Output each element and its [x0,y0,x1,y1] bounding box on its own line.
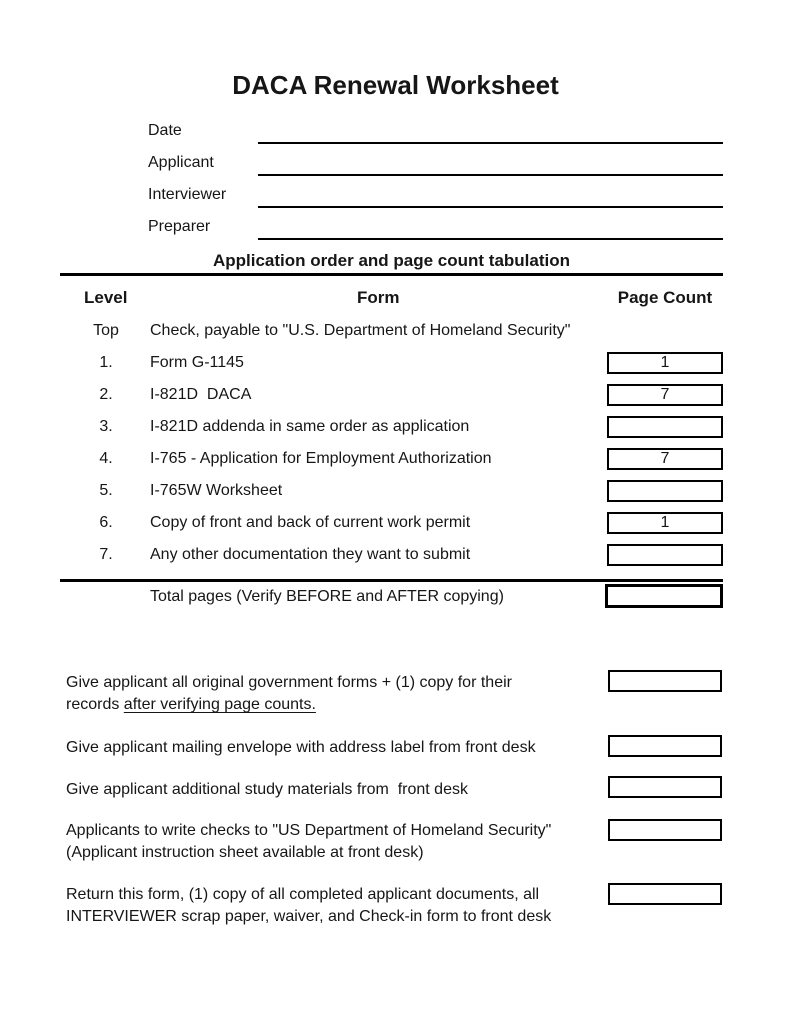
column-header-form: Form [357,288,400,307]
section-title: Application order and page count tabulation [212,251,570,270]
table-row [0,482,791,506]
form-label: Check, payable to "U.S. Department of Homeland Security" [150,322,571,339]
checklist-text-part: Give applicant all original government forms + (1) copy for their [66,674,512,691]
checklist-text [66,884,601,928]
checklist-text-part: records [66,696,124,713]
page-count-value: 7 [660,450,670,467]
level-cell: 1. [99,354,113,371]
checklist-box[interactable] [608,776,722,798]
level-cell: Top [93,322,119,339]
page-count-box[interactable] [607,352,723,374]
table-row [0,386,791,410]
preparer-fill-line[interactable] [258,238,723,240]
level-cell: 2. [99,386,113,403]
date-fill-line[interactable] [258,142,723,144]
checklist-text [66,820,601,864]
column-header-page-count: Page Count [617,288,713,307]
checklist-text [66,737,601,759]
level-cell: 4. [99,450,113,467]
page-count-value: 1 [660,354,670,371]
form-label: Copy of front and back of current work permit [150,514,471,531]
level-cell: 6. [99,514,113,531]
level-cell: 7. [99,546,113,563]
page-title: DACA Renewal Worksheet [232,70,559,100]
page-count-box[interactable] [607,416,723,438]
level-cell: 5. [99,482,113,499]
page-count-box[interactable] [607,480,723,502]
applicant-fill-line[interactable] [258,174,723,176]
field-label-interviewer: Interviewer [148,186,227,203]
page-count-box[interactable] [607,448,723,470]
table-row [0,322,791,346]
checklist-text [66,779,601,801]
form-label: I-765W Worksheet [150,482,283,499]
checklist-box[interactable] [608,819,722,841]
checklist-box[interactable] [608,883,722,905]
column-header-level: Level [84,288,128,307]
section-divider [60,273,723,276]
page-count-box[interactable] [607,512,723,534]
checklist-text-part: INTERVIEWER scrap paper, waiver, and Check-in form to front desk [66,908,552,925]
checklist-text-part: Applicants to write checks to "US Department of Homeland Security" [66,822,552,839]
form-label: Any other documentation they want to submit [150,546,471,563]
form-label: Form G-1145 [150,354,244,371]
checklist-text [66,672,601,716]
page-count-value: 1 [660,514,670,531]
table-row [0,546,791,570]
interviewer-fill-line[interactable] [258,206,723,208]
checklist-text-part: Give applicant mailing envelope with address label from front desk [66,739,536,756]
checklist-box[interactable] [608,670,722,692]
page-count-box[interactable] [607,384,723,406]
checklist-box[interactable] [608,735,722,757]
total-pages-box[interactable] [605,584,723,608]
form-label: I-765 - Application for Employment Authorization [150,450,492,467]
page-count-box[interactable] [607,544,723,566]
field-label-preparer: Preparer [148,218,211,235]
total-pages-label: Total pages (Verify BEFORE and AFTER copying) [150,588,504,605]
form-label: I-821D DACA [150,386,252,403]
form-label: I-821D addenda in same order as application [150,418,470,435]
checklist-text-part: (Applicant instruction sheet available at front desk) [66,844,424,861]
checklist-text-part: Give applicant additional study materials from front desk [66,781,468,798]
field-label-date: Date [148,122,182,139]
table-row [0,354,791,378]
page-count-value: 7 [660,386,670,403]
table-row [0,450,791,474]
table-row [0,418,791,442]
checklist-text-underlined: after verifying page counts. [123,696,316,713]
field-label-applicant: Applicant [148,154,214,171]
checklist-text-part: Return this form, (1) copy of all completed applicant documents, all [66,886,540,903]
total-divider [60,579,723,582]
table-row [0,514,791,538]
level-cell: 3. [99,418,113,435]
